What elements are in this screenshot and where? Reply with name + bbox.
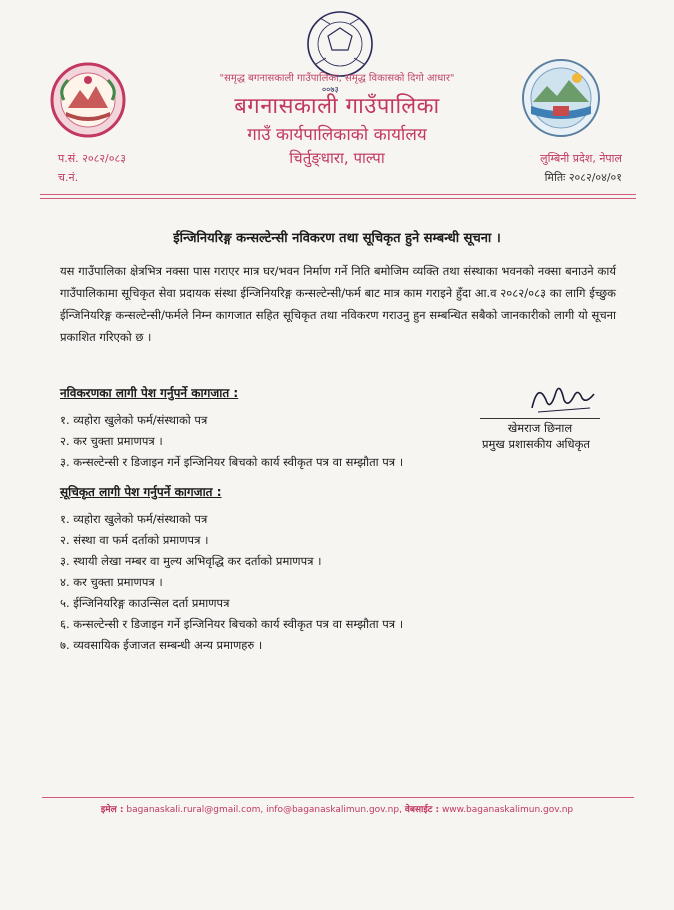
notice-body: यस गाउँपालिका क्षेत्रभित्र नक्सा पास गराएर मात्र घर/भवन निर्माण गर्ने निति बमोजिम व्यक्ति तथा संस्थाका भवनको नक्सा बनाउने कार्य गाउँपालिकामा सूचिकृत सेवा प्रदायक संस्था ईन्जिनियरिङ्ग कन्सल्टेन्सी/फर्म बाट मात्र काम गराइने हुँदा आ.व २०८२/०८३ का लागि ईच्छुक ईन्जिनियरिङ्ग कन्सल्टेन्सी/फर्मले निम्न कागजात सहित सूचिकृत तथा नविकरण गराउनु हुन सम्बन्धित सबैको जानकारीको लागी यो सूचना प्रकाशित गरिएको छ । [60,264,616,344]
footer-contact [0,802,674,815]
renewal-documents-heading: नविकरणका लागी पेश गर्नुपर्ने कागजात : [60,386,239,400]
reference-number: प.सं. २०८२/०८३ [58,152,126,165]
dispatch-number: च.नं. [58,171,79,184]
list-item: १. व्यहोरा खुलेको फर्म/संस्थाको पत्र [60,413,208,427]
list-item: ४. कर चुक्ता प्रमाणपत्र । [60,575,163,589]
list-item: ३. स्थायी लेखा नम्बर वा मुल्य अभिवृद्धि कर दर्ताको प्रमाणपत्र । [60,554,322,568]
list-item: ७. व्यवसायिक ईजाजत सम्बन्धी अन्य प्रमाणहरु । [60,638,263,652]
signatory-name: खेमराज छिनाल [480,418,600,436]
organization-name: बगनासकाली गाउँपालिका [234,94,440,119]
website-link[interactable]: www.baganaskalimun.gov.np [441,805,574,815]
header-divider [40,198,636,199]
email-label: इमेल : [100,805,124,815]
listing-documents-list [60,509,403,656]
signature [528,378,598,418]
office-address: चिर्तुङ्धारा, पाल्पा [289,149,385,167]
signatory-post: प्रमुख प्रशासकीय अधिकृत [482,437,590,451]
tagline: "समृद्ध बगनासकाली गाउँपालिका, समृद्ध विकासको दिगो आधार" [219,73,455,84]
province: लुम्बिनी प्रदेश, नेपाल [540,152,622,165]
footer-divider [42,797,634,798]
letter-date: मितिः २०८२/०४/०१ [544,171,622,184]
list-item: २. संस्था वा फर्म दर्ताको प्रमाणपत्र । [60,533,209,547]
list-item: ५. ईन्जिनियरिङ्ग काउन्सिल दर्ता प्रमाणपत्र [60,596,230,610]
email-address[interactable]: info@baganaskalimun.gov.np, [266,805,402,815]
website-label: वेबसाईट : [404,805,440,815]
email-address[interactable]: baganaskali.rural@gmail.com, [126,805,264,815]
list-item: ३. कन्सल्टेन्सी र डिजाइन गर्ने इन्जिनियर बिचको कार्य स्वीकृत पत्र वा सम्झौता पत्र । [60,455,404,469]
list-item: ६. कन्सल्टेन्सी र डिजाइन गर्ने इन्जिनियर बिचको कार्य स्वीकृत पत्र वा सम्झौता पत्र । [60,617,404,631]
renewal-documents-list [60,410,403,473]
office-name: गाउँ कार्यपालिकाको कार्यालय [247,125,427,145]
notice-title: ईन्जिनियरिङ्ग कन्सल्टेन्सी नविकरण तथा सूचिकृत हुने सम्बन्धी सूचना । [173,231,501,246]
list-item: १. व्यहोरा खुलेको फर्म/संस्थाको पत्र [60,512,208,526]
stamp-number: ००७३ [322,85,339,94]
list-item: २. कर चुक्ता प्रमाणपत्र । [60,434,163,448]
header-divider [40,194,636,195]
listing-documents-heading: सूचिकृत लागी पेश गर्नुपर्ने कागजात : [60,485,222,499]
